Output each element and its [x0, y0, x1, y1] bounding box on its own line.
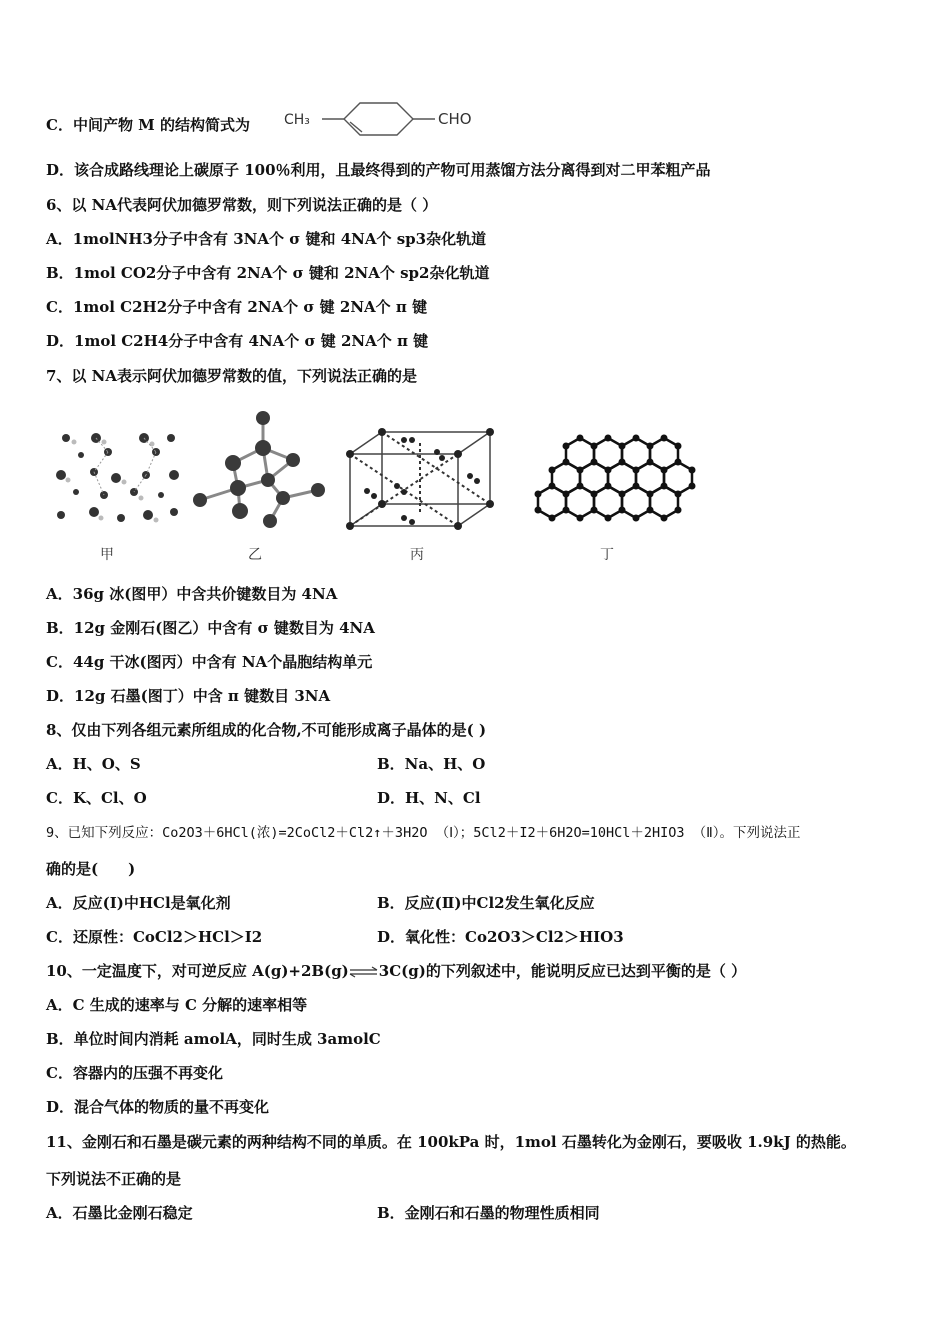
q6-option-a: A．1molNH3分子中含有 3NA个 σ 键和 4NA个 sp3杂化轨道 [46, 230, 487, 248]
q10-option-d: D．混合气体的物质的量不再变化 [46, 1098, 270, 1116]
q8-stem: 8、仅由下列各组元素所组成的化合物,不可能形成离子晶体的是( ) [46, 721, 487, 739]
q9-option-d: D．氧化性：Co2O3＞Cl2＞HIO3 [377, 928, 624, 946]
q11-stem-line2: 下列说法不正确的是 [46, 1170, 182, 1188]
q6-option-b: B．1mol CO2分子中含有 2NA个 σ 键和 2NA个 sp2杂化轨道 [46, 264, 490, 282]
q11-option-a: A．石墨比金刚石稳定 [46, 1204, 193, 1222]
q7-option-a: A．36g 冰(图甲）中含共价键数目为 4NA [46, 585, 338, 603]
ring-icon [344, 103, 413, 135]
ice-structure-figure [46, 420, 186, 530]
q6-option-d: D．1mol C2H4分子中含有 4NA个 σ 键 2NA个 π 键 [46, 332, 429, 350]
graphite-structure-figure [528, 430, 703, 530]
ch3-label: CH₃ [284, 112, 310, 128]
equilibrium-arrow-icon [349, 966, 379, 978]
q11-stem-line1: 11、金刚石和石墨是碳元素的两种结构不同的单质。在 100kPa 时，1mol 石墨转化为金刚石，要吸收 1.9kJ 的热能。 [46, 1133, 856, 1151]
q8-option-d: D．H、N、Cl [377, 789, 481, 807]
structure-formula-m [282, 98, 512, 143]
q10-option-b: B．单位时间内消耗 amolA，同时生成 3amolC [46, 1030, 381, 1048]
q6-stem: 6、以 NA代表阿伏加德罗常数，则下列说法正确的是（ ） [46, 196, 438, 214]
caption-jia: 甲 [100, 547, 114, 563]
cho-label: CHO [438, 110, 472, 128]
q8-option-a: A．H、O、S [46, 755, 141, 773]
q9-option-b: B．反应(Ⅱ)中Cl2发生氧化反应 [377, 894, 595, 912]
q10-stem [46, 961, 746, 981]
caption-ding: 丁 [600, 547, 614, 563]
q8-option-b: B．Na、H、O [377, 755, 486, 773]
q5-option-d: D．该合成路线理论上碳原子 100％利用，且最终得到的产物可用蒸馏方法分离得到对二甲苯粗产品 [46, 161, 711, 179]
q8-option-c: C．K、Cl、O [46, 789, 147, 807]
dry-ice-structure-figure [342, 426, 502, 536]
q5-option-c-text: C．中间产物 M 的结构简式为 [46, 116, 250, 134]
q9-stem-line1: 9、已知下列反应：Co2O3＋6HCl(浓)=2CoCl2＋Cl2↑＋3H2O （Ⅰ）；5Cl2＋I2＋6H2O=10HCl＋2HIO3 （Ⅱ）。下列说法正 [46, 825, 801, 841]
caption-yi: 乙 [248, 547, 262, 563]
caption-bing: 丙 [410, 547, 424, 563]
q11-option-b: B．金刚石和石墨的物理性质相同 [377, 1204, 600, 1222]
q7-stem: 7、以 NA表示阿伏加德罗常数的值，下列说法正确的是 [46, 367, 418, 385]
diamond-structure-figure [188, 408, 328, 533]
q9-option-a: A．反应(Ⅰ)中HCl是氧化剂 [46, 894, 231, 912]
q9-stem-line2: 确的是( ) [46, 860, 136, 878]
q6-option-c: C．1mol C2H2分子中含有 2NA个 σ 键 2NA个 π 键 [46, 298, 428, 316]
q10-stem-pre: 10、一定温度下，对可逆反应 A(g)+2B(g) [46, 962, 349, 980]
q10-stem-post: 3C(g)的下列叙述中，能说明反应已达到平衡的是（ ） [378, 962, 747, 980]
q7-option-b: B．12g 金刚石(图乙）中含有 σ 键数目为 4NA [46, 619, 375, 637]
q7-option-c: C．44g 干冰(图丙）中含有 NA个晶胞结构单元 [46, 653, 373, 671]
q10-option-c: C．容器内的压强不再变化 [46, 1064, 223, 1082]
q5-option-c [46, 115, 250, 135]
q7-option-d: D．12g 石墨(图丁）中含 π 键数目 3NA [46, 687, 331, 705]
q9-option-c: C．还原性：CoCl2＞HCl＞I2 [46, 928, 263, 946]
q10-option-a: A．C 生成的速率与 C 分解的速率相等 [46, 996, 308, 1014]
